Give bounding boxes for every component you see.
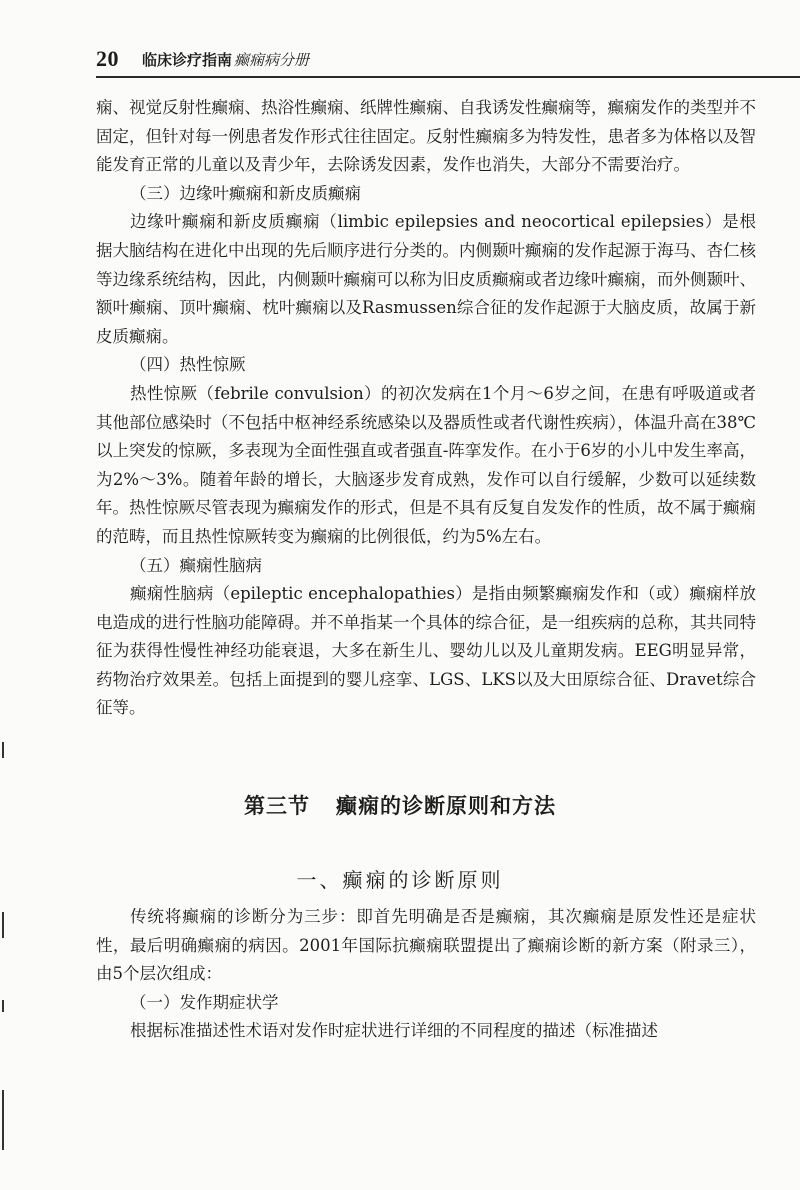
section-number: 第三节 (244, 794, 310, 818)
heading-epileptic-encephalopathy: （五）癫痫性脑病 (130, 555, 262, 575)
paragraph-ictal-semiology: 根据标准描述性术语对发作时症状进行详细的不同程度的描述（标准描述 (130, 1021, 658, 1041)
scan-margin-mark (2, 742, 4, 758)
section-content (96, 903, 756, 1046)
paragraph-diagnosis-steps: 传统将癫痫的诊断分为三步：即首先明确是否是癫痫，其次癫痫是原发性还是症状性，最后明确癫痫的病因。2001年国际抗癫痫联盟提出了癫痫诊断的新方案（附录三），由5个层次组成： (96, 907, 756, 984)
section-title (0, 790, 800, 820)
section-title-text: 癫痫的诊断原则和方法 (336, 794, 556, 818)
paragraph-febrile-convulsion: 热性惊厥（febrile convulsion）的初次发病在1个月～6岁之间，在患有呼吸道或者其他部位感染时（不包括中枢神经系统感染以及器质性或者代谢性疾病），体温升高在38℃以上突发的惊厥，多表现为全面性强直或者强直-阵挛发作。在小于6岁的小儿中发生率高，为2%～3%。随着年龄的增长，大脑逐步发育成熟，发作可以自行缓解，少数可以延续数年。热性惊厥尽管表现为癫痫发作的形式，但是不具有反复自发发作的性质，故不属于癫痫的范畴，而且热性惊厥转变为癫痫的比例很低，约为5%左右。 (96, 383, 756, 546)
heading-ictal-semiology: （一）发作期症状学 (130, 992, 279, 1012)
heading-febrile-convulsion: （四）热性惊厥 (130, 355, 246, 375)
scan-margin-mark (2, 912, 4, 938)
heading-limbic-neocortical: （三）边缘叶癫痫和新皮质癫痫 (130, 183, 361, 203)
book-subtitle: 癫痫病分册 (234, 51, 310, 69)
header-rule (96, 76, 800, 78)
scan-margin-mark (2, 1000, 4, 1012)
scan-margin-mark (2, 1090, 4, 1150)
paragraph-limbic-neocortical: 边缘叶癫痫和新皮质癫痫（limbic epilepsies and neocortical epilepsies）是根据大脑结构在进化中出现的先后顺序进行分类的。内侧颞叶癫痫的发作起源于海马、杏仁核等边缘系统结构，因此，内侧颞叶癫痫可以称为旧皮质癫痫或者边缘叶癫痫，而外侧颞叶、额叶癫痫、顶叶癫痫、枕叶癫痫以及Rasmussen综合征的发作起源于大脑皮质，故属于新皮质癫痫。 (96, 212, 756, 346)
page-number: 20 (96, 46, 119, 71)
book-title: 临床诊疗指南 (142, 51, 233, 69)
subsection-title: 一、癫痫的诊断原则 (296, 868, 504, 892)
main-content (96, 94, 756, 723)
paragraph-reflex-epilepsy: 痫、视觉反射性癫痫、热浴性癫痫、纸牌性癫痫、自我诱发性癫痫等，癫痫发作的类型并不固定，但针对每一例患者发作形式往往固定。反射性癫痫多为特发性，患者多为体格以及智能发育正常的儿童以及青少年，去除诱发因素，发作也消失，大部分不需要治疗。 (96, 98, 756, 175)
paragraph-epileptic-encephalopathy: 癫痫性脑病（epileptic encephalopathies）是指由频繁癫痫发作和（或）癫痫样放电造成的进行性脑功能障碍。并不单指某一个具体的综合征，是一组疾病的总称，其共同特征为获得性慢性神经功能衰退，大多在新生儿、婴幼儿以及儿童期发病。EEG明显异常，药物治疗效果差。包括上面提到的婴儿痉挛、LGS、LKS以及大田原综合征、Dravet综合征等。 (96, 584, 756, 718)
page-header (96, 40, 796, 80)
